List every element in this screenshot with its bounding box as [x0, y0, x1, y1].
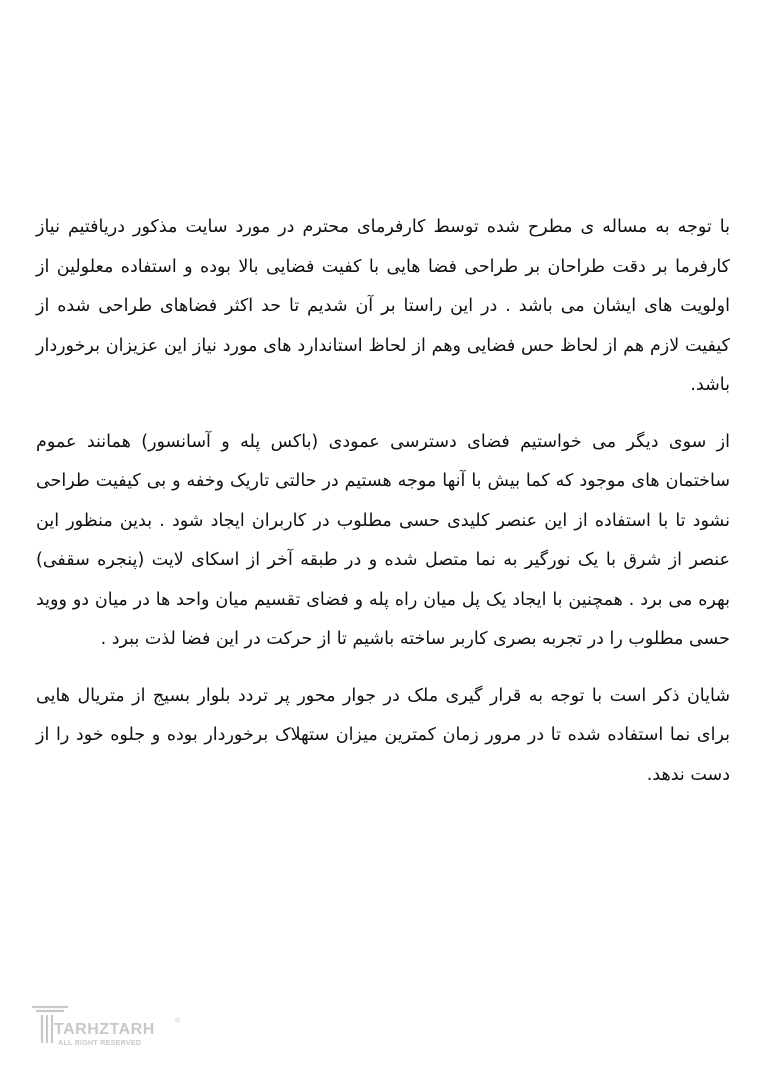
watermark-brand: TARHZTARH: [54, 1021, 155, 1038]
tarhztarh-logo-icon: [30, 1003, 190, 1051]
paragraph-2: از سوی دیگر می خواستیم فضای دسترسی عمودی (باکس پله و آسانسور) همانند عموم ساختمان های موجود که کما بیش با آنها موجه هستیم در حالتی تاریک وخفه و بی کیفیت طراحی نشود تا با استفاده از این عنصر کلیدی حسی مطلوب در کاربران ایجاد شود . بدین منظور این عنصر از شرق با یک نورگیر به نما متصل شده و در طبقه آخر از اسکای لایت (پنجره سقفی) بهره می برد . همچنین با ایجاد یک پل میان راه پله و فضای تقسیم میان واحد ها در میان دو ووید حسی مطلوب را در تجربه بصری کاربر ساخته باشیم تا از حرکت در این فضا لذت ببرد .: [36, 431, 730, 649]
watermark-logo: [30, 1003, 190, 1051]
document-body: [36, 208, 730, 812]
watermark-registered: ®: [175, 1018, 181, 1025]
paragraph-3: شایان ذکر است با توجه به قرار گیری ملک در جوار محور پر تردد بلوار بسیج از متریال هایی برای نما استفاده شده تا در مرور زمان کمترین میزان ستهلاک برخوردار بوده و جلوه خود را از دست ندهد.: [36, 685, 730, 785]
watermark-tagline: ALL RIGHT RESERVED: [58, 1038, 142, 1047]
paragraph-1: با توجه به مساله ی مطرح شده توسط کارفرمای محترم در مورد سایت مذکور دریافتیم نیاز کارفرما بر دقت طراحان بر طراحی فضا هایی با کفیت فضایی بالا بوده و استفاده معلولین از اولویت های ایشان می باشد . در این راستا بر آن شدیم تا حد اکثر فضاهای طراحی شده از کیفیت لازم هم از لحاظ حس فضایی وهم از لحاظ استاندارد های مورد نیاز این عزیزان برخوردار باشد.: [36, 217, 730, 395]
